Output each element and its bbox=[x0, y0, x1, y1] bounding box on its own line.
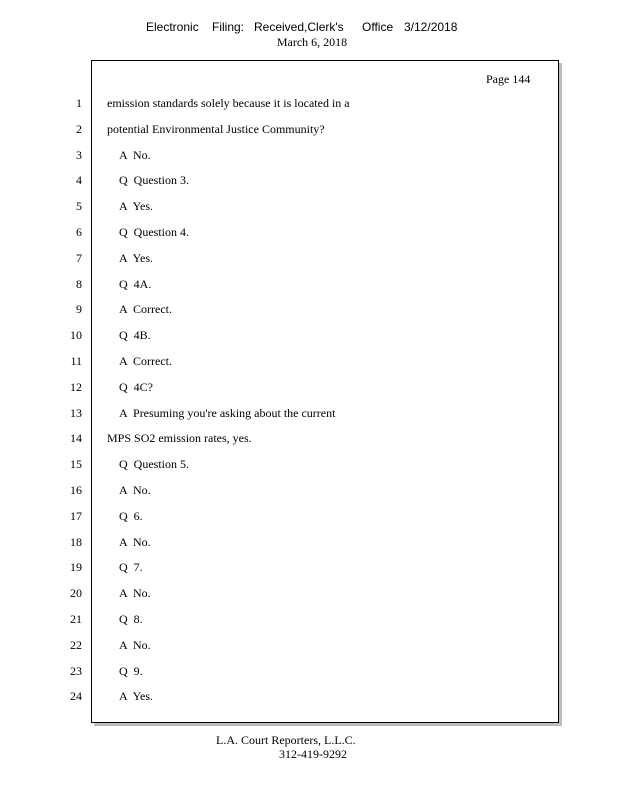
line-text: Yes. bbox=[132, 689, 154, 703]
line-text: Question 4. bbox=[133, 225, 190, 239]
transcript-line bbox=[107, 96, 350, 111]
line-text: Correct. bbox=[133, 354, 172, 368]
speaker-marker: Q bbox=[119, 612, 128, 626]
speaker-marker: A bbox=[119, 483, 128, 497]
speaker-marker: Q bbox=[119, 328, 128, 342]
speaker-marker: Q bbox=[119, 277, 128, 291]
stamp-label-filing: Filing: bbox=[212, 20, 245, 34]
stamp-label-electronic: Electronic bbox=[146, 20, 199, 34]
speaker-marker: Q bbox=[119, 664, 128, 678]
line-text: Question 3. bbox=[133, 173, 190, 187]
line-number: 10 bbox=[70, 328, 82, 342]
line-number: 4 bbox=[76, 173, 82, 187]
line-text: No. bbox=[133, 483, 151, 497]
line-number: 14 bbox=[70, 431, 82, 445]
transcript-line bbox=[119, 509, 143, 524]
speaker-marker: A bbox=[119, 535, 128, 549]
transcript-line bbox=[119, 560, 143, 575]
line-text: Presuming you're asking about the current bbox=[133, 406, 336, 420]
line-number: 1 bbox=[76, 96, 82, 110]
line-number: 19 bbox=[70, 560, 82, 574]
transcript-line bbox=[119, 612, 143, 627]
stamp-date: 3/12/2018 bbox=[404, 20, 458, 34]
transcript-line bbox=[119, 664, 143, 679]
line-text: Yes. bbox=[132, 199, 154, 213]
line-number: 3 bbox=[76, 148, 82, 162]
line-text: No. bbox=[133, 638, 151, 652]
line-text: 8. bbox=[133, 612, 143, 626]
line-text: MPS SO2 emission rates, yes. bbox=[107, 431, 252, 445]
line-text: No. bbox=[133, 148, 151, 162]
line-text: emission standards solely because it is located in a bbox=[107, 96, 350, 110]
line-number: 15 bbox=[70, 457, 82, 471]
speaker-marker: A bbox=[119, 406, 128, 420]
line-text: 9. bbox=[133, 664, 143, 678]
speaker-marker: Q bbox=[119, 457, 128, 471]
transcript-line bbox=[119, 457, 189, 472]
line-number: 11 bbox=[70, 354, 82, 368]
speaker-marker: A bbox=[119, 302, 128, 316]
line-text: Correct. bbox=[133, 302, 172, 316]
line-number: 22 bbox=[70, 638, 82, 652]
transcript-line bbox=[119, 251, 153, 266]
line-number: 21 bbox=[70, 612, 82, 626]
transcript-frame bbox=[91, 60, 559, 723]
line-text: No. bbox=[133, 535, 151, 549]
deposition-date: March 6, 2018 bbox=[276, 35, 348, 49]
line-number: 12 bbox=[70, 380, 82, 394]
line-number: 16 bbox=[70, 483, 82, 497]
transcript-line bbox=[107, 122, 325, 137]
transcript-line bbox=[119, 380, 153, 395]
transcript-line bbox=[119, 535, 151, 550]
speaker-marker: A bbox=[119, 638, 128, 652]
speaker-marker: A bbox=[119, 586, 128, 600]
speaker-marker: Q bbox=[119, 173, 128, 187]
line-number: 20 bbox=[70, 586, 82, 600]
speaker-marker: A bbox=[119, 354, 128, 368]
line-text: 4B. bbox=[133, 328, 151, 342]
line-number: 18 bbox=[70, 535, 82, 549]
transcript-line bbox=[119, 173, 189, 188]
speaker-marker: Q bbox=[119, 560, 128, 574]
transcript-line bbox=[107, 431, 252, 446]
footer-phone: 312-419-9292 bbox=[279, 747, 347, 761]
line-text: 7. bbox=[133, 560, 143, 574]
page-number: Page 144 bbox=[486, 72, 531, 86]
line-text: Question 5. bbox=[133, 457, 190, 471]
transcript-line bbox=[119, 638, 151, 653]
transcript-line bbox=[119, 483, 151, 498]
line-text: No. bbox=[133, 586, 151, 600]
line-number: 23 bbox=[70, 664, 82, 678]
transcript-line bbox=[119, 586, 151, 601]
transcript-line bbox=[119, 406, 335, 421]
transcript-line bbox=[119, 354, 172, 369]
line-number: 8 bbox=[76, 277, 82, 291]
speaker-marker: Q bbox=[119, 225, 128, 239]
line-text: Yes. bbox=[132, 251, 154, 265]
line-number: 9 bbox=[76, 302, 82, 316]
transcript-line bbox=[119, 302, 172, 317]
line-text: 4C? bbox=[133, 380, 154, 394]
speaker-marker: A bbox=[119, 689, 128, 703]
line-text: 4A. bbox=[133, 277, 152, 291]
speaker-marker: A bbox=[119, 148, 128, 162]
transcript-line bbox=[119, 689, 153, 704]
transcript-line bbox=[119, 277, 151, 292]
speaker-marker: A bbox=[119, 199, 128, 213]
line-number: 6 bbox=[76, 225, 82, 239]
transcript-line bbox=[119, 225, 189, 240]
transcript-line bbox=[119, 199, 153, 214]
line-text: 6. bbox=[133, 509, 143, 523]
line-text: potential Environmental Justice Community? bbox=[107, 122, 325, 136]
transcript-line bbox=[119, 148, 151, 163]
footer-company: L.A. Court Reporters, L.L.C. bbox=[216, 733, 356, 747]
line-number: 2 bbox=[76, 122, 82, 136]
stamp-label-received: Received,Clerk's bbox=[254, 20, 344, 34]
line-number: 17 bbox=[70, 509, 82, 523]
speaker-marker: Q bbox=[119, 380, 128, 394]
speaker-marker: A bbox=[119, 251, 128, 265]
line-number: 24 bbox=[70, 689, 82, 703]
line-number: 13 bbox=[70, 406, 82, 420]
speaker-marker: Q bbox=[119, 509, 128, 523]
transcript-line bbox=[119, 328, 151, 343]
stamp-label-office: Office bbox=[362, 20, 394, 34]
line-number: 5 bbox=[76, 199, 82, 213]
filing-stamp bbox=[0, 20, 618, 34]
line-number: 7 bbox=[76, 251, 82, 265]
